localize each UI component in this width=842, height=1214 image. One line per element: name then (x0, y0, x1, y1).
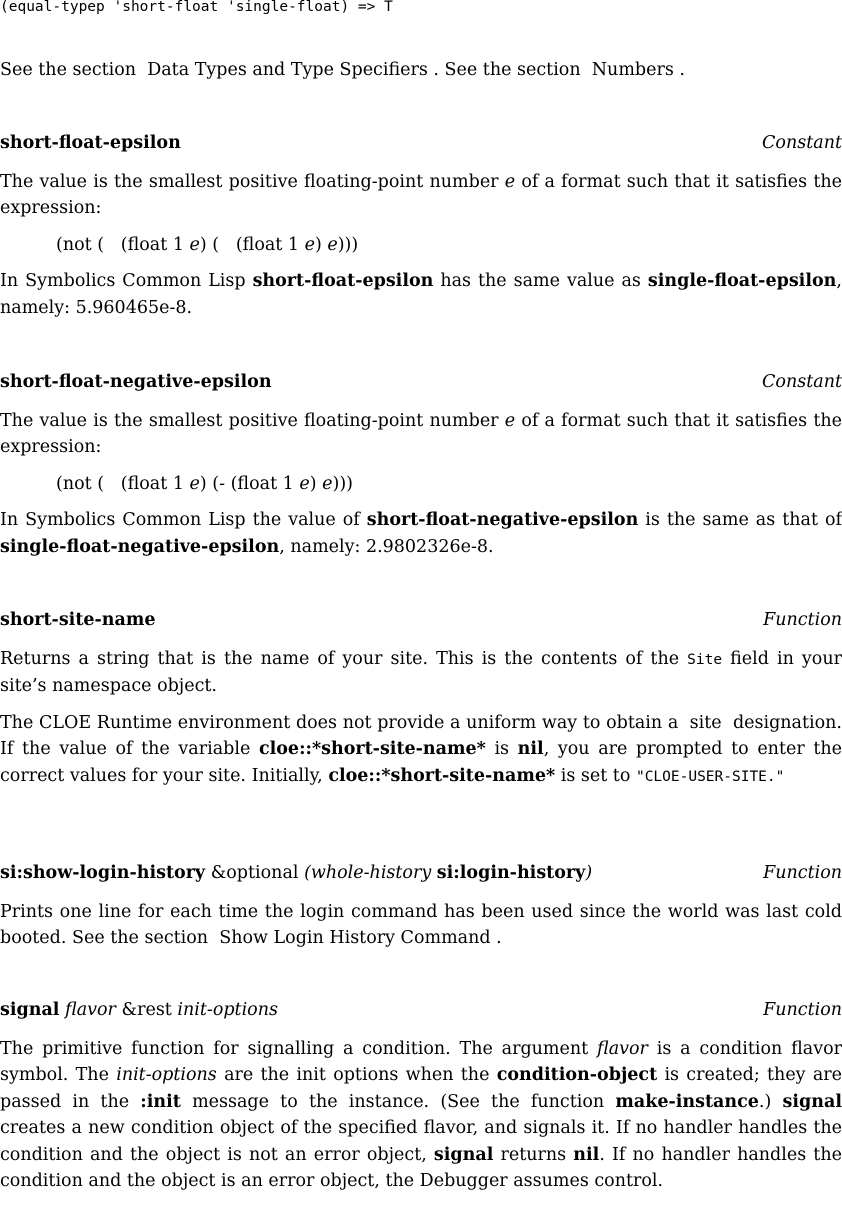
see-also-line: See the section Data Types and Type Specifiers . See the section Numbers . (0, 60, 685, 80)
entry-heading (0, 997, 842, 1024)
section-ref[interactable]: Show Login History Command (219, 928, 491, 948)
entry-short-float-epsilon (0, 130, 842, 321)
entry-signal (0, 997, 842, 1195)
entry-heading (0, 130, 842, 157)
entry-kind: Function (763, 863, 842, 883)
entry-signature: signal flavor &rest init-options (0, 1000, 278, 1020)
entry-heading (0, 369, 842, 396)
code-example: (equal-typep 'short-float 'single-float) => T (0, 0, 393, 15)
section-ref[interactable]: Data Types and Type Specifiers (147, 60, 428, 80)
entry-kind: Constant (762, 133, 842, 153)
entry-description: Prints one line for each time the login command has been used since the world was last cold booted. See the section Show Login History Command . (0, 901, 842, 948)
entry-name: short-float-epsilon (0, 133, 181, 153)
entry-show-login-history (0, 860, 842, 952)
entry-kind: Function (763, 610, 842, 630)
entry-description: Returns a string that is the name of your site. This is the contents of the Site field in your site’s namespace object. (0, 648, 842, 696)
entry-short-float-negative-epsilon (0, 369, 842, 560)
expression: (not ( (float 1 e) ( (float 1 e) e))) (56, 234, 359, 255)
entry-description: The value is the smallest positive floating-point number e of a format such that it satisfies the expression: (0, 171, 842, 218)
entry-heading (0, 607, 842, 634)
entry-name: short-site-name (0, 610, 156, 630)
entry-paragraph: The CLOE Runtime environment does not provide a uniform way to obtain a site designation. If the value of the variable cloe::*short-site-name* is nil, you are prompted to enter the correct values for your site. Initially, cloe::*short-site-name* is set to "CLOE-USER-SITE." (0, 712, 842, 786)
entry-note: In Symbolics Common Lisp short-float-epsilon has the same value as single-float-epsilon, namely: 5.960465e-8. (0, 271, 842, 318)
entry-heading (0, 860, 842, 887)
entry-description: The primitive function for signalling a condition. The argument flavor is a condition flavor symbol. The init-options are the init options when the condition-object is created; they are passed in the :init message to the instance. (See the function make-instance.) signal creates a new condition object of the specified flavor, and signals it. If no handler handles the condition and the object is not an error object, signal returns nil. If no handler handles the condition and the object is an error object, the Debugger assumes control. (0, 1038, 842, 1191)
entry-short-site-name (0, 607, 842, 790)
entry-kind: Function (763, 1000, 842, 1020)
entry-name: short-float-negative-epsilon (0, 372, 272, 392)
expression: (not ( (float 1 e) (- (float 1 e) e))) (56, 473, 353, 494)
entry-signature: si:show-login-history &optional (whole-history si:login-history) (0, 863, 593, 883)
section-ref[interactable]: Numbers (591, 60, 674, 80)
entry-note: In Symbolics Common Lisp the value of short-float-negative-epsilon is the same as that of single-float-negative-epsilon, namely: 2.9802326e-8. (0, 510, 842, 557)
entry-description: The value is the smallest positive floating-point number e of a format such that it satisfies the expression: (0, 410, 842, 457)
entry-kind: Constant (762, 372, 842, 392)
